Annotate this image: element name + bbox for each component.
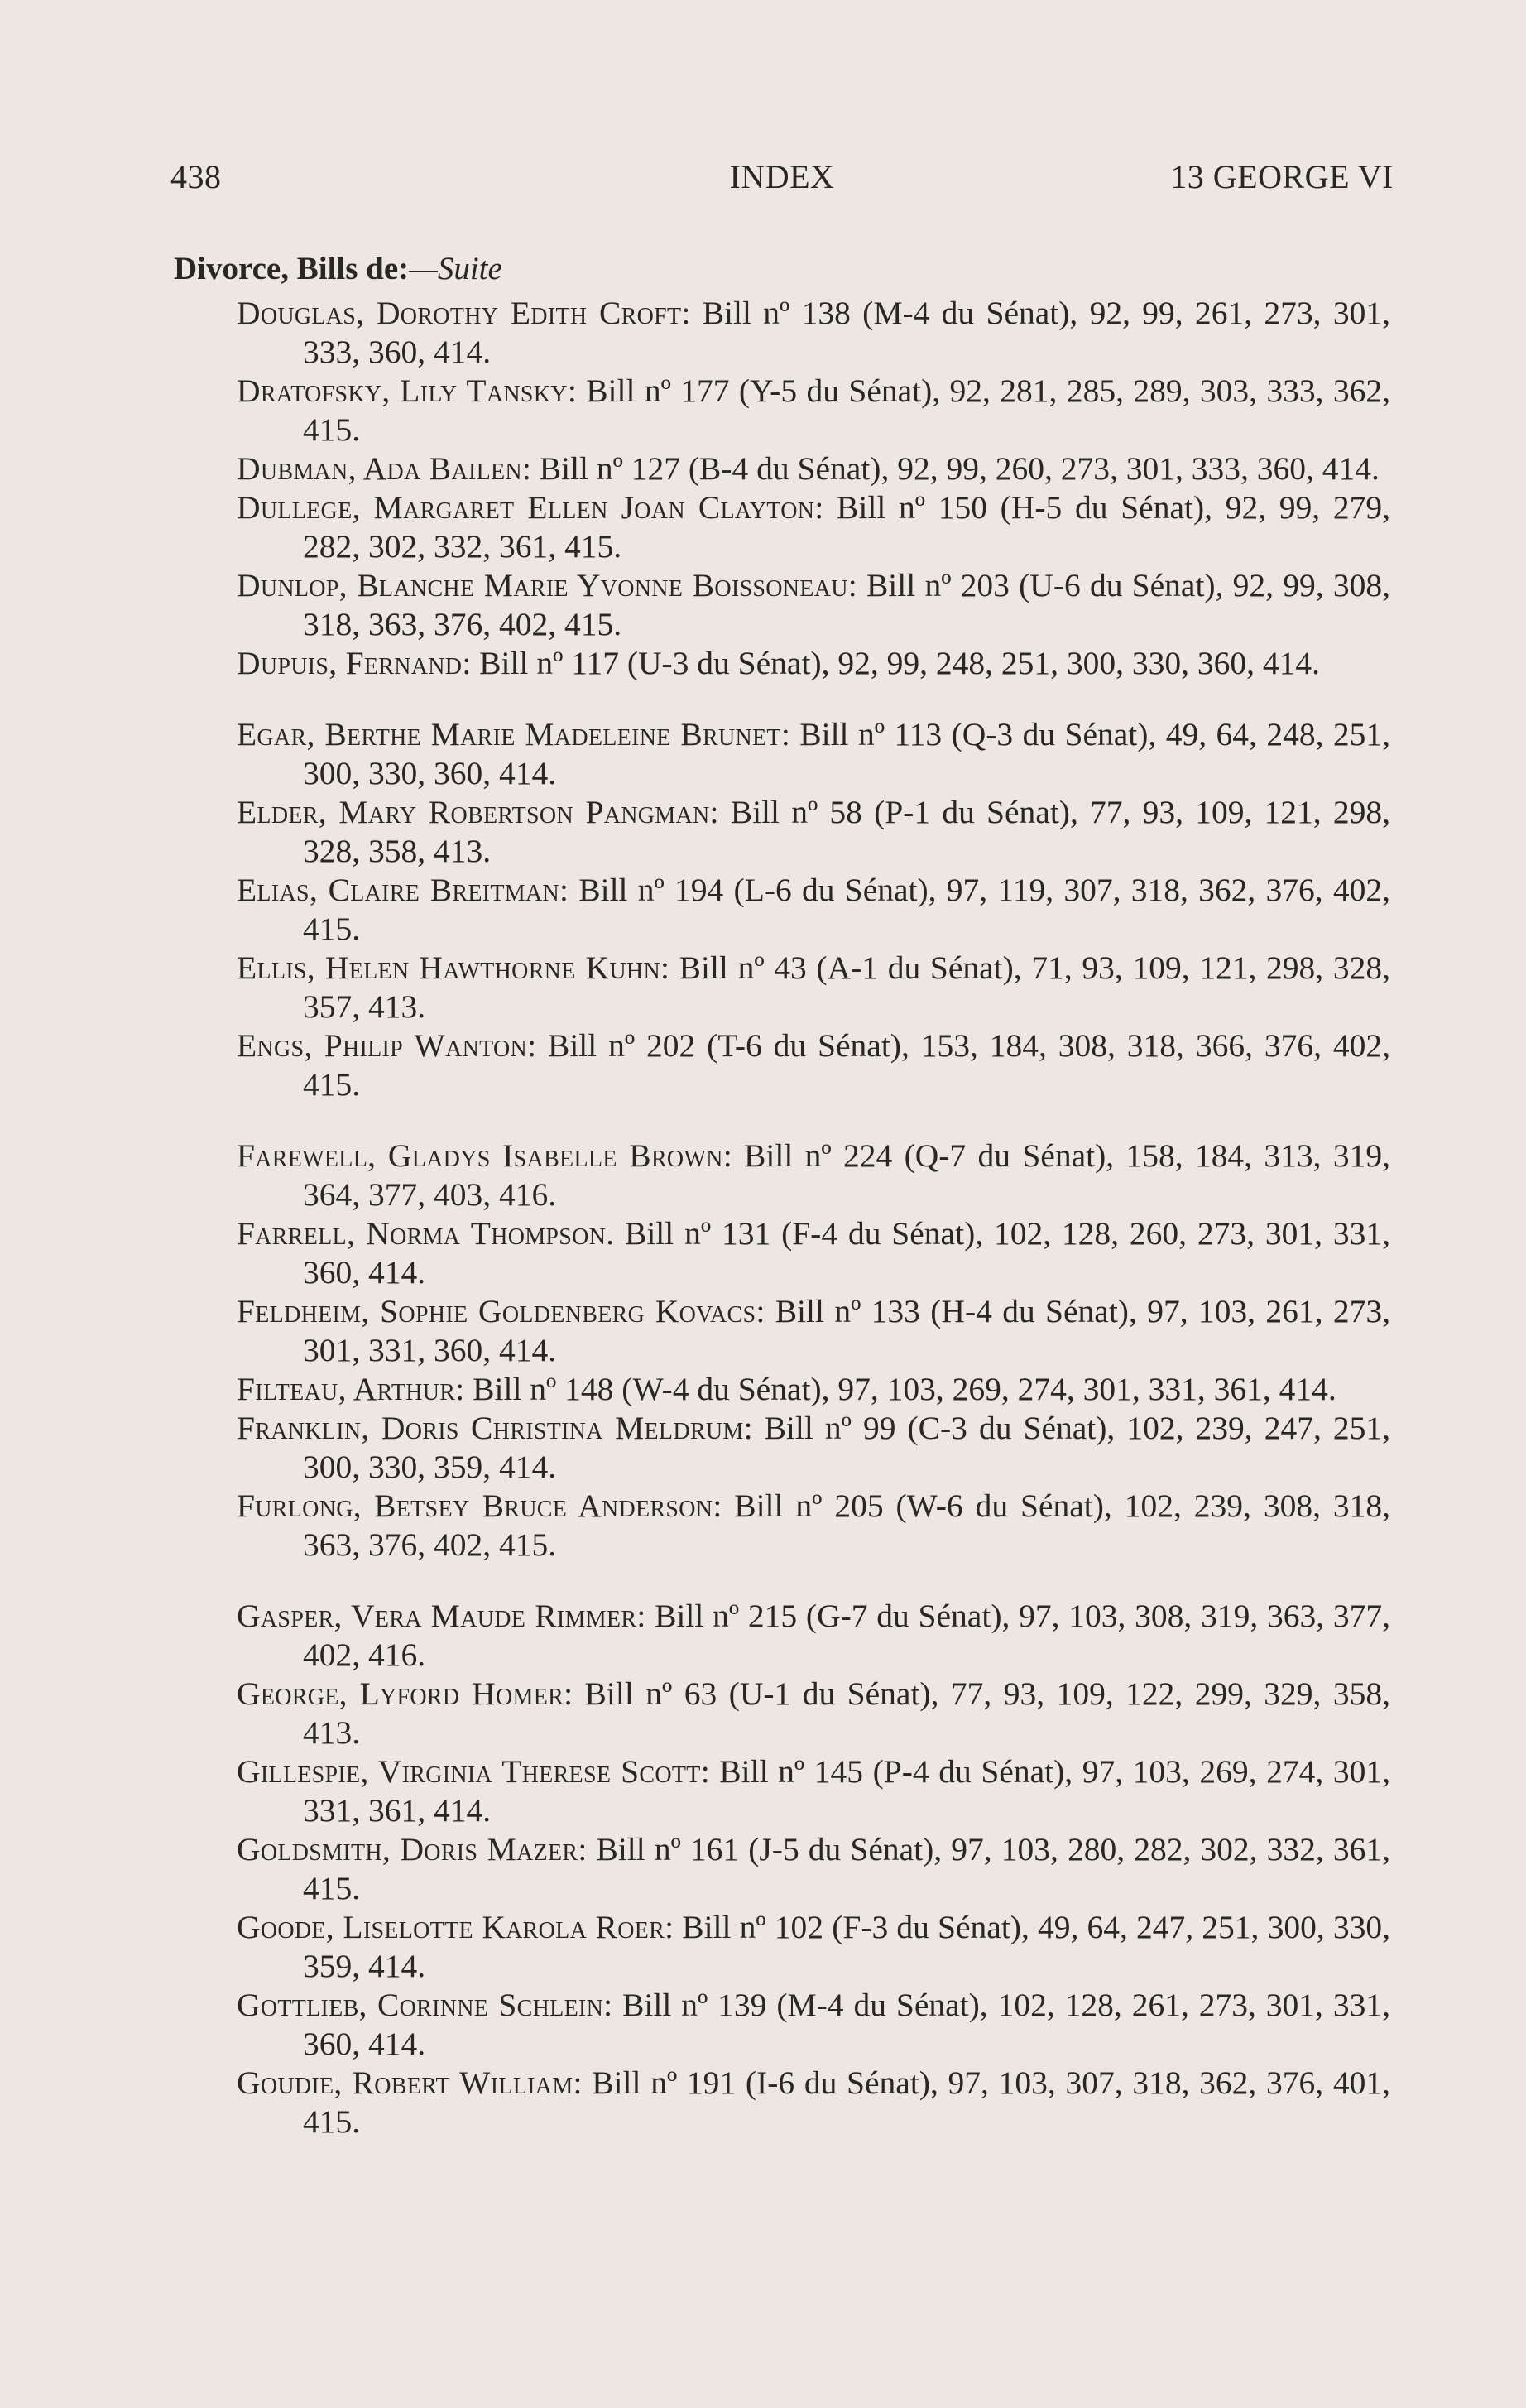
entry-name: Dullege, Margaret Ellen Joan Clayton [237, 489, 815, 526]
entry-text: : Bill nº 43 (A-1 du Sénat), 71, 93, 109, 121, 298, 328, 357, 413. [303, 949, 1390, 1025]
entry-name: Egar, Berthe Marie Madeleine Brunet [237, 716, 781, 752]
entry-name: Gillespie, Virginia Therese Scott [237, 1753, 701, 1790]
entry-text: : Bill nº 117 (U-3 du Sénat), 92, 99, 248, 251, 300, 330, 360, 414. [462, 645, 1320, 681]
entry-name: Gottlieb, Corinne Schlein [237, 1987, 604, 2023]
entry-text: : Bill nº 113 (Q-3 du Sénat), 49, 64, 248, 251, 300, 330, 360, 414. [303, 716, 1390, 791]
running-regnal-year: 13 GEORGE VI [1170, 158, 1394, 195]
entry-text: : Bill nº 191 (I-6 du Sénat), 97, 103, 307, 318, 362, 376, 401, 415. [303, 2064, 1390, 2140]
entry-name: Engs, Philip Wanton [237, 1027, 528, 1064]
entry-name: Goldsmith, Doris Mazer [237, 1831, 578, 1867]
index-entry [237, 1137, 1390, 1214]
entry-name: Douglas, Dorothy Edith Croft [237, 295, 682, 331]
index-entry [237, 449, 1390, 488]
entry-text: : Bill nº 202 (T-6 du Sénat), 153, 184, 308, 318, 366, 376, 402, 415. [303, 1027, 1391, 1103]
entry-name: Goode, Liselotte Karola Roer [237, 1909, 665, 1945]
index-entries [237, 294, 1390, 2141]
entry-name: Elias, Claire Breitman [237, 872, 560, 908]
entry-text: : Bill nº 58 (P-1 du Sénat), 77, 93, 109, 121, 298, 328, 358, 413. [303, 794, 1390, 869]
entry-text: : Bill nº 148 (W-4 du Sénat), 97, 103, 269, 274, 301, 331, 361, 414. [455, 1371, 1336, 1407]
page-number: 438 [170, 158, 222, 195]
index-entry [237, 1409, 1390, 1487]
index-entry [237, 1487, 1390, 1564]
entry-text: : Bill nº 205 (W-6 du Sénat), 102, 239, 308, 318, 363, 376, 402, 415. [303, 1488, 1390, 1563]
entry-name: Franklin, Doris Christina Meldrum [237, 1410, 744, 1446]
entry-name: Filteau, Arthur [237, 1371, 456, 1407]
index-entry [237, 793, 1390, 871]
entry-name: Farrell, Norma Thompson [237, 1215, 607, 1252]
section-title: Divorce, Bills de: [174, 251, 410, 286]
entry-name: Goudie, Robert William [237, 2064, 573, 2101]
entry-text: : Bill nº 138 (M-4 du Sénat), 92, 99, 261, 273, 301, 333, 360, 414. [303, 295, 1390, 370]
entry-name: George, Lyford Homer [237, 1675, 564, 1712]
entry-text: : Bill nº 150 (H-5 du Sénat), 92, 99, 279, 282, 302, 332, 361, 415. [303, 489, 1391, 565]
entry-name: Dubman, Ada Bailen [237, 450, 522, 487]
section-continued: —Suite [409, 251, 502, 286]
page-header [170, 157, 1394, 199]
entry-name: Furlong, Betsey Bruce Anderson [237, 1488, 713, 1524]
entry-name: Dupuis, Fernand [237, 645, 463, 681]
index-entry [237, 1986, 1390, 2064]
index-entry [237, 372, 1390, 449]
entry-text: : Bill nº 194 (L-6 du Sénat), 97, 119, 307, 318, 362, 376, 402, 415. [303, 872, 1390, 947]
entry-text: : Bill nº 145 (P-4 du Sénat), 97, 103, 269, 274, 301, 331, 361, 414. [303, 1753, 1390, 1829]
entry-text: : Bill nº 133 (H-4 du Sénat), 97, 103, 261, 273, 301, 331, 360, 414. [303, 1293, 1390, 1368]
index-entry [237, 1370, 1390, 1409]
entry-name: Dunlop, Blanche Marie Yvonne Boissoneau [237, 567, 848, 603]
index-entry [237, 715, 1390, 793]
entry-name: Ellis, Helen Hawthorne Kuhn [237, 949, 660, 986]
entry-text: : Bill nº 99 (C-3 du Sénat), 102, 239, 247, 251, 300, 330, 359, 414. [303, 1410, 1390, 1485]
entry-text: . Bill nº 131 (F-4 du Sénat), 102, 128, 260, 273, 301, 331, 360, 414. [303, 1215, 1390, 1291]
entry-name: Farewell, Gladys Isabelle Brown [237, 1137, 723, 1174]
entry-text: : Bill nº 177 (Y-5 du Sénat), 92, 281, 285, 289, 303, 333, 362, 415. [303, 372, 1390, 448]
entry-text: : Bill nº 102 (F-3 du Sénat), 49, 64, 247, 251, 300, 330, 359, 414. [303, 1909, 1390, 1984]
index-entry [237, 949, 1390, 1026]
entry-text: : Bill nº 139 (M-4 du Sénat), 102, 128, 261, 273, 301, 331, 360, 414. [303, 1987, 1390, 2062]
index-entry [237, 1597, 1390, 1675]
entry-text: : Bill nº 127 (B-4 du Sénat), 92, 99, 260, 273, 301, 333, 360, 414. [521, 450, 1380, 487]
index-entry [237, 1675, 1390, 1752]
index-entry [237, 1292, 1390, 1370]
entry-text: : Bill nº 215 (G-7 du Sénat), 97, 103, 308, 319, 363, 377, 402, 416. [303, 1598, 1390, 1673]
index-entry [237, 1908, 1390, 1986]
index-entry [237, 1830, 1390, 1908]
entry-name: Gasper, Vera Maude Rimmer [237, 1598, 637, 1634]
entry-text: : Bill nº 203 (U-6 du Sénat), 92, 99, 308, 318, 363, 376, 402, 415. [303, 567, 1391, 642]
index-entry [237, 1026, 1390, 1104]
entry-name: Feldheim, Sophie Goldenberg Kovacs [237, 1293, 756, 1329]
index-entry [237, 294, 1390, 372]
index-entry [237, 1214, 1390, 1292]
index-entry [237, 488, 1390, 566]
entry-text: : Bill nº 63 (U-1 du Sénat), 77, 93, 109, 122, 299, 329, 358, 413. [303, 1675, 1391, 1751]
index-entry [237, 566, 1390, 644]
entry-name: Dratofsky, Lily Tansky [237, 372, 568, 409]
entry-text: : Bill nº 161 (J-5 du Sénat), 97, 103, 280, 282, 302, 332, 361, 415. [303, 1831, 1390, 1906]
section-heading [174, 250, 502, 287]
index-entry [237, 644, 1390, 683]
index-entry [237, 1752, 1390, 1830]
entry-name: Elder, Mary Robertson Pangman [237, 794, 710, 830]
running-title: INDEX [729, 158, 835, 195]
index-entry [237, 871, 1390, 949]
entry-text: : Bill nº 224 (Q-7 du Sénat), 158, 184, 313, 319, 364, 377, 403, 416. [303, 1137, 1390, 1213]
index-entry [237, 2064, 1390, 2141]
